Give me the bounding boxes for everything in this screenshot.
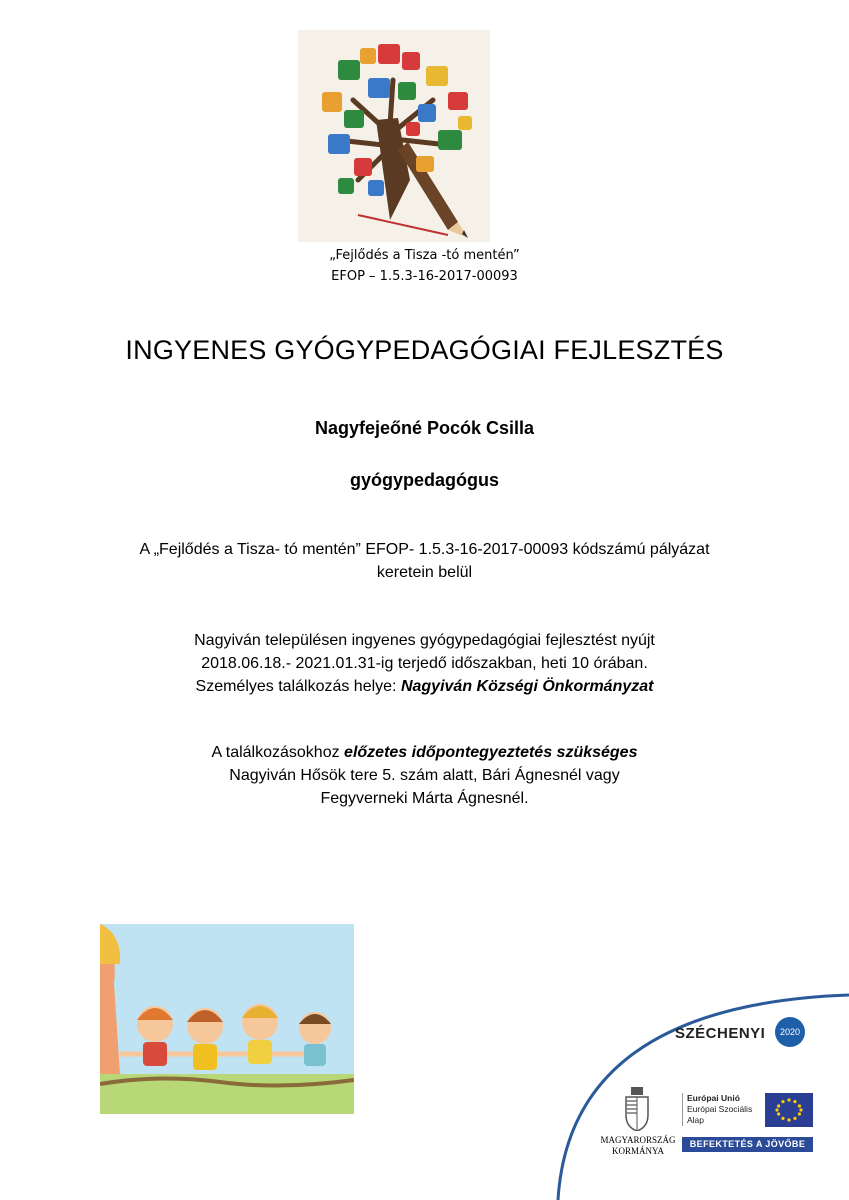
kormany-line-1: MAGYARORSZÁG (600, 1135, 676, 1145)
service-paragraph (0, 629, 849, 698)
szechenyi-label: SZÉCHENYI (675, 1025, 766, 1042)
person-name: Nagyfejeőné Pocók Csilla (314, 418, 535, 438)
meeting-place-line (0, 675, 849, 698)
appointment-paragraph (0, 741, 849, 810)
project-code: EFOP – 1.5.3-16-2017-00093 (331, 269, 518, 284)
appointment-line-3: Fegyverneki Márta Ágnesnél. (320, 790, 529, 807)
page-title: INGYENES GYÓGYPEDAGÓGIAI FEJLESZTÉS (125, 335, 724, 365)
program-paragraph (0, 538, 849, 584)
eu-flag-icon (765, 1093, 813, 1127)
puzzle-tree-logo (298, 30, 490, 242)
project-name: „Fejlődés a Tisza -tó mentén” (329, 248, 520, 263)
befektetes-banner: BEFEKTETÉS A JÖVŐBE (682, 1137, 813, 1152)
coat-of-arms-icon (622, 1087, 652, 1131)
appointment-line-1 (0, 741, 849, 764)
appointment-emph: előzetes időpontegyeztetés szükséges (344, 744, 638, 761)
kormany-line-2: KORMÁNYA (611, 1146, 664, 1156)
program-line-1: A „Fejlődés a Tisza- tó mentén” EFOP- 1.5.3-16-2017-00093 kódszámú pályázat (139, 541, 710, 558)
meeting-place-prefix: Személyes találkozás helye: (195, 678, 401, 695)
service-line-2: 2018.06.18.- 2021.01.31-ig terjedő időszakban, heti 10 órában. (201, 655, 648, 672)
program-line-2: keretein belül (376, 564, 473, 581)
service-line-1: Nagyiván településen ingyenes gyógypedagógiai fejlesztést nyújt (194, 632, 655, 649)
eu-label (682, 1093, 752, 1126)
eu-line-3: Alap (687, 1115, 705, 1125)
children-illustration (100, 924, 354, 1114)
kormany-label (598, 1135, 678, 1157)
eu-line-1: Európai Unió (687, 1093, 740, 1103)
szechenyi-2020-badge: 2020 (775, 1017, 805, 1047)
appointment-prefix: A találkozásokhoz (211, 744, 345, 761)
meeting-place-name: Nagyiván Községi Önkormányzat (400, 678, 654, 695)
appointment-line-2: Nagyiván Hősök tere 5. szám alatt, Bári Ágnesnél vagy (229, 767, 620, 784)
szechenyi-2020-block (550, 965, 849, 1200)
person-role: gyógypedagógus (349, 470, 499, 490)
eu-line-2: Európai Szociális (687, 1104, 753, 1114)
